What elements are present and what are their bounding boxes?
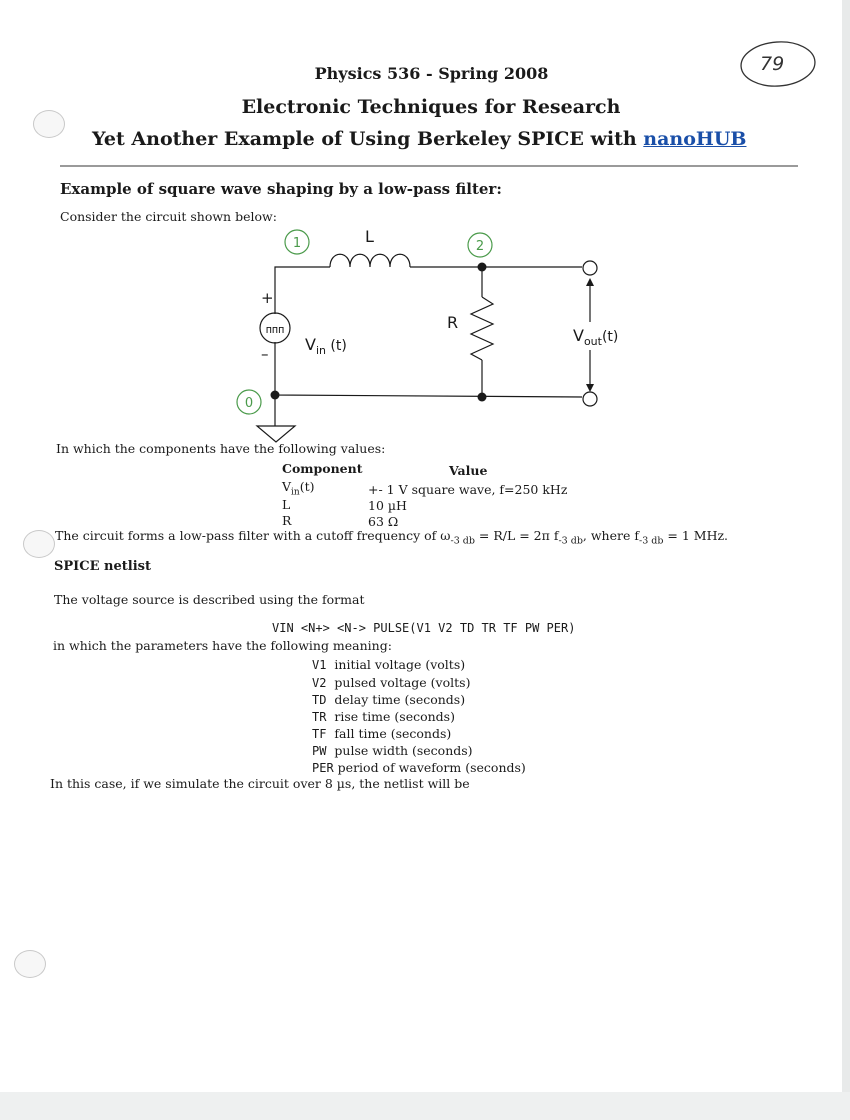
intro-text: Consider the circuit shown below:	[60, 209, 277, 224]
punch-hole	[23, 530, 55, 558]
param-row: V2 pulsed voltage (volts)	[312, 675, 471, 690]
param-row: TR rise time (seconds)	[312, 709, 455, 724]
component-value: 10 µH	[368, 498, 407, 513]
minus-sign: –	[261, 345, 269, 363]
component-name: L	[282, 497, 291, 512]
arrowhead-up	[586, 278, 594, 286]
circuit-diagram	[225, 222, 625, 447]
components-intro: In which the components have the following values:	[56, 441, 386, 456]
junction-dot	[271, 391, 280, 400]
plus-sign: +	[261, 289, 274, 307]
title-divider	[60, 165, 798, 167]
square-wave-glyph: ᴨᴨᴨ	[265, 323, 285, 336]
node-label: 1	[292, 236, 302, 251]
param-row: PER period of waveform (seconds)	[312, 760, 526, 775]
section-heading: Example of square wave shaping by a low-pass filter:	[60, 180, 502, 198]
param-row: V1 initial voltage (volts)	[312, 657, 466, 672]
inductor-label: L	[365, 227, 374, 246]
params-intro: in which the parameters have the following meaning:	[53, 638, 392, 653]
punch-hole	[14, 950, 46, 978]
param-row: PW pulse width (seconds)	[312, 743, 473, 758]
cutoff-sentence: The circuit forms a low-pass filter with a cutoff frequency of $\omega_{-3 db} = R/L = 2\pi$ $f_{-3 db}$, where $f_{-3 db} = 1$ MHz.	[55, 528, 729, 547]
nanohub-link[interactable]: nanoHUB	[643, 128, 747, 150]
node-label: 2	[475, 239, 485, 254]
subtitle-text: Yet Another Example of Using Berkeley SPICE with	[92, 128, 644, 150]
course-title: Electronic Techniques for Research	[241, 96, 621, 118]
scan-edge	[842, 0, 850, 1120]
param-row: TF fall time (seconds)	[312, 726, 452, 741]
page-number: 79	[760, 53, 785, 75]
ground-symbol	[257, 426, 295, 442]
closing-sentence: In this case, if we simulate the circuit over 8 µs, the netlist will be	[50, 776, 470, 791]
page-subtitle	[92, 128, 746, 150]
vin-label: $V_{in}$ (t)	[305, 335, 347, 357]
param-row: TD delay time (seconds)	[312, 692, 466, 707]
component-value: 63 Ω	[368, 514, 399, 529]
junction-dot	[478, 393, 487, 402]
resistor-symbol	[471, 297, 493, 360]
component-value: +- 1 V square wave, f=250 kHz	[368, 482, 568, 497]
inductor-symbol	[330, 254, 410, 267]
node-label: 0	[244, 396, 254, 411]
course-line: Physics 536 - Spring 2008	[314, 64, 549, 83]
scan-edge	[0, 1092, 850, 1120]
arrowhead-down	[586, 384, 594, 392]
wire-top-left	[275, 267, 330, 314]
component-name: R	[282, 513, 292, 528]
table-header-value: Value	[449, 463, 488, 478]
output-terminal-top	[583, 261, 597, 275]
junction-dot	[478, 263, 487, 272]
output-terminal-bottom	[583, 392, 597, 406]
component-name: $V_{in}(t)$	[282, 479, 315, 498]
resistor-label: R	[447, 313, 459, 332]
netlist-heading: SPICE netlist	[54, 559, 151, 574]
table-header-component: Component	[282, 461, 363, 476]
vout-label: $V_{out}(t)$	[573, 326, 619, 348]
source-format-intro: The voltage source is described using the format	[54, 592, 365, 607]
pulse-format: VIN <N+> <N-> PULSE(V1 V2 TD TR TF PW PER)	[272, 621, 576, 635]
